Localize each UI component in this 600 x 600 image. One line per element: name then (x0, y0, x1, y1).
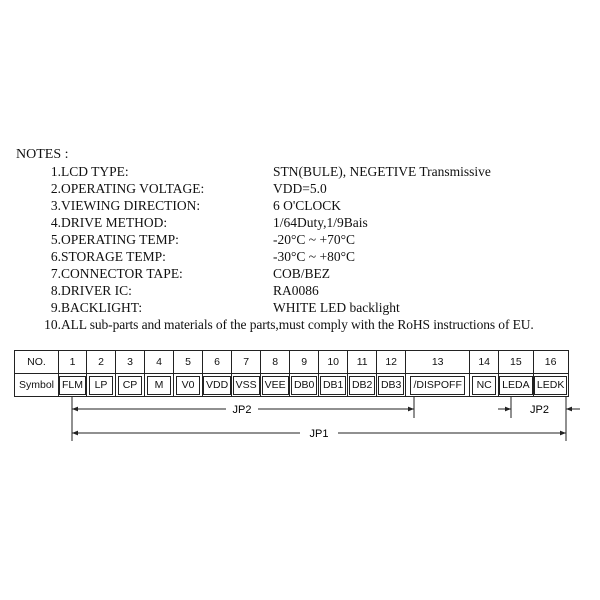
pin-number: 10 (319, 351, 348, 374)
pin-symbol: LP (89, 376, 113, 395)
pin-number: 6 (203, 351, 232, 374)
jp2-left-label: JP2 (232, 404, 252, 416)
pin-symbol: VEE (262, 376, 289, 395)
pin-number: 4 (145, 351, 174, 374)
note-label: VIEWING DIRECTION: (61, 198, 201, 213)
note-number: 9. (50, 300, 61, 315)
pin-symbol: FLM (59, 376, 86, 395)
jp2-right-label: JP2 (530, 404, 549, 416)
pin-number: 12 (377, 351, 406, 374)
note-number: 4. (50, 215, 61, 230)
pin-number: 8 (261, 351, 290, 374)
note-label: DRIVER IC: (61, 283, 132, 298)
note-value: COB/BEZ (273, 266, 331, 281)
pin-symbol: VDD (203, 376, 231, 395)
pin-symbol: LEDA (499, 376, 532, 395)
note-value: WHITE LED backlight (273, 300, 400, 315)
note-label: CONNECTOR TAPE: (61, 266, 183, 281)
note-value: 6 O'CLOCK (273, 198, 342, 213)
pin-number: 5 (174, 351, 203, 374)
pin-number: 14 (470, 351, 499, 374)
note-number: 1. (50, 164, 61, 179)
note-number: 3. (50, 198, 61, 213)
note-label: STORAGE TEMP: (61, 249, 166, 264)
pin-symbol: NC (472, 376, 496, 395)
note-value: -30°C ~ +80°C (273, 249, 355, 264)
note-label: BACKLIGHT: (61, 300, 143, 315)
pin-symbol: /DISPOFF (410, 376, 464, 395)
note-label: ALL sub-parts and materials of the parts,must comply with the RoHS instructions of EU. (61, 317, 534, 332)
note-value: 1/64Duty,1/9Bais (273, 215, 368, 230)
pin-symbol: DB3 (378, 376, 404, 395)
pin-number: 3 (116, 351, 145, 374)
note-label: OPERATING VOLTAGE: (61, 181, 205, 196)
row-header-symbol: Symbol (15, 374, 59, 397)
note-value: -20°C ~ +70°C (273, 232, 355, 247)
note-number: 8. (50, 283, 61, 298)
notes-title: NOTES : (16, 147, 69, 162)
pin-number: 1 (59, 351, 87, 374)
pin-number: 9 (290, 351, 319, 374)
pin-number: 15 (499, 351, 533, 374)
pin-number: 2 (87, 351, 116, 374)
note-number: 5. (50, 232, 61, 247)
pin-symbol: LEDK (534, 376, 567, 395)
note-number: 2. (50, 181, 61, 196)
note-number: 6. (50, 249, 61, 264)
note-value: VDD=5.0 (273, 181, 327, 196)
pin-symbol: VSS (233, 376, 260, 395)
pin-symbol: DB1 (320, 376, 346, 395)
note-value: STN(BULE), NEGETIVE Transmissive (273, 164, 491, 179)
pin-number: 16 (533, 351, 568, 374)
note-value: RA0086 (273, 283, 319, 298)
pin-number: 13 (406, 351, 470, 374)
note-label: OPERATING TEMP: (61, 232, 179, 247)
pin-number: 11 (348, 351, 377, 374)
pin-symbol: M (147, 376, 171, 395)
note-number: 10. (44, 317, 61, 332)
pin-symbol: CP (118, 376, 142, 395)
jp1-label: JP1 (309, 428, 329, 440)
row-header-no: NO. (15, 351, 59, 374)
pin-symbol: DB2 (349, 376, 375, 395)
note-label: LCD TYPE: (61, 164, 129, 179)
pin-symbol: DB0 (291, 376, 317, 395)
note-label: DRIVE METHOD: (61, 215, 168, 230)
pin-number: 7 (232, 351, 261, 374)
note-number: 7. (50, 266, 61, 281)
pin-symbol: V0 (176, 376, 200, 395)
